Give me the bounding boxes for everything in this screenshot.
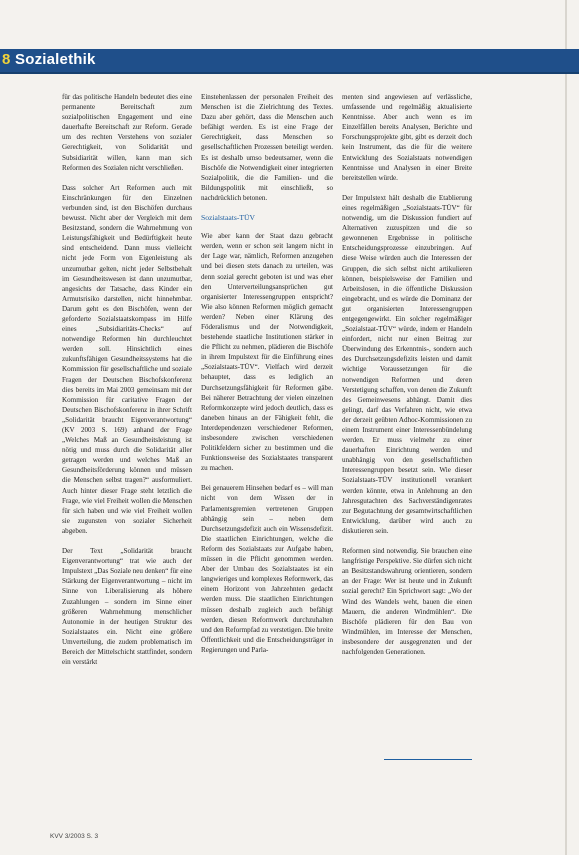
paragraph: Reformen sind notwendig. Sie brauchen eine langfristige Perspektive. Sie dürfen sich nicht an Besitzstandswahrung orientieren, sondern an der Frage: Wer ist heute und in Zukunft sozial gerecht? Ein Sprichwort sagt: „Wo der Wind des Wandels weht, bauen die einen Mauern, die anderen Windmühlen“. Die Bischöfe plädieren für den Bau von Windmühlen, im Interesse der Menschen, insbesondere der ausgegrenzten und der nachfolgenden Generationen. [342, 547, 472, 656]
paragraph: Wie aber kann der Staat dazu gebracht werden, wenn er schon seit langem nicht in der Lage war, nämlich, Reformen anzugehen und bei diesen stets danach zu urteilen, was denn sozial gerecht geboten ist und was eher den Unterverteilungsansprüchen gut organisierter Interessengruppen entspricht? Wie also können Reformen möglich gemacht werden? Neben einer Klärung des Föderalismus und der Notwendigkeit, bestehende staatliche Institutionen stärker in die Pflicht zu nehmen, plädieren die Bischöfe in ihrem Impulstext für die Einführung eines „Sozialstaats-TÜV“. Vielfach wird derzeit behauptet, dass es lediglich an Durchsetzungsfähigkeit für Reformen gäbe. Bei näherer Betrachtung der vielen einzelnen Reformkonzepte wird jedoch deutlich, dass es daneben hinaus an der Fähigkeit fehlt, die Interdependenzen verschiedener Reformen, insbesondere zwischen verschiedenen Politikfeldern sicher zu bestimmen und die Funktionsweise des Sozialstaates transparent zu machen. [201, 232, 333, 473]
section-header-bar [0, 49, 579, 74]
end-rule [384, 759, 472, 760]
paragraph: menten sind angewiesen auf verlässliche, umfassende und regelmäßig aktualisierte Kenntnisse. Aber auch wenn es im Einzelfällen bereits Analysen, Berichte und Forschungsprojekte gibt, gibt es derzeit doch kein Instrument, das die für die weitere Entwicklung des Sozialstaats notwendigen Kenntnisse und Analysen in einer Breite bereitstellen würde. [342, 93, 472, 182]
page-gutter-edge [565, 0, 567, 855]
paragraph: Einstehenlassen der personalen Freiheit des Menschen ist die Zielrichtung des Textes. Dazu aber gehört, dass die Menschen auch befähigt werden. Es ist eine Frage der Gerechtigkeit, dass Menschen so gesellschaftlichen Prozessen beteiligt werden. Es ist deshalb umso bedeutsamer, wenn die Bischöfe die Notwendigkeit einer integrierten Sozialpolitik, die die Familien- und die Bildungspolitik mit einschließt, so nachdrücklich betonen. [201, 93, 333, 202]
subheading: Sozialstaats-TÜV [201, 213, 255, 223]
section-title: Sozialethik [15, 51, 96, 68]
paragraph: Dass solcher Art Reformen auch mit Einschränkungen für den Einzelnen verbunden sind, ist den Bischöfen durchaus bewusst. Nicht aber der Vergleich mit dem Besitzstand, sondern die Wahrnehmung von Leistungsfähigkeit und Bedürftigkeit heute sind entscheidend. Dann muss vielleicht nicht jede Form von Eigenleistung als unzumutbar gelten, nicht jeder Selbstbehalt im Gesundheitswesen ist dann unzumutbar, angesichts der Tatsache, dass Kinder ein Armutsrisiko darstellen, nicht hinnehmbar. Darum geht es den Bischöfen, wenn der geforderte Sozialstaatskompass im Hilfe eines „Subsidiaritäts-Checks“ auf notwendige Reformen hin durchleuchtet werden soll. Hinsichtlich eines zukunftsfähigen Gesundheitssystems hat die Kommission für gesellschaftliche und soziale Fragen der Deutschen Bischofskonferenz dies bereits im Mai 2003 gemeinsam mit der Kommission für caritative Fragen der Deutschen Bischofskonferenz in ihrer Schrift „Solidarität braucht Eigenverantwortung“ (KV 2003 S. 169) anhand der Frage „Welches Maß an Gesundheitsleistung ist nötig und muss durch die Solidarität aller getragen werden und welches Maß an Gesundheitsförderung können und müssen die Menschen selbst tragen?“ ausformuliert. Auch hinter dieser Frage steht letztlich die Frage, wie viel Freiheit wollen die Menschen für sich haben und wie viel Freiheit wollen sie zugunsten von sozialer Sicherheit abgeben. [62, 183, 192, 535]
paragraph: Der Text „Solidarität braucht Eigenverantwortung“ trat wie auch der Impulstext „Das Soziale neu denken“ für eine Stärkung der Eigenverantwortung – nicht im Sinne von Liberalisierung als höhere Zuzahlungen – sondern im Sinne einer größeren Wahrnehmung menschlicher Autonomie in der heutigen Struktur des Sozialstaates ein. Nicht eine größere Umverteilung, die zudem problematisch im Bereich der Mittelschicht stattfindet, sondern ein verstärkt [62, 547, 193, 667]
text-column-1 [62, 92, 192, 677]
text-column-2 [201, 92, 333, 665]
paragraph: Bei genauerem Hinsehen bedarf es – will man nicht von dem Wissen der in Parlamentsgremien vertretenen Gruppen abhängig sein – neben dem Durchsetzungsdefizit auch ein Wissensdefizit. Die staatlichen Einrichtungen, welche die Reform des Sozialstaats zur Aufgabe haben, müssen in die Pflicht genommen werden. Aber der Umbau des Sozialstaates ist ein langwieriges und komplexes Reformwerk, das einem Horizont von Jahrzehnten gedacht werden muss. Die staatlichen Einrichtungen müssen deshalb zugleich auch befähigt werden, diesen Reformwerk durchzuhalten und den Reformpfad zu verstetigen. Die breite Öffentlichkeit und die Entscheidungsträger in Regierungen und Parla- [201, 484, 333, 654]
text-column-3 [342, 92, 472, 667]
page-footer: KVV 3/2003 S. 3 [50, 833, 99, 840]
paragraph: Der Impulstext hält deshalb die Etablierung eines regelmäßigen „Sozialstaats-TÜV“ für notwendig, um die Diskussion fundiert auf Alternativen zuzuspitzen und die so gewonnenen Ergebnisse in politische Entscheidungsprozesse einzubringen. Auf diese Weise würden auch die Interessen der Gruppen, die sich selbst nicht artikulieren können, beispielsweise der Familien und Arbeitslosen, in die öffentliche Diskussion eingebracht, und es würde die Dominanz der gut organisierten Interessengruppen entgegengewirkt. Ein solcher regelmäßiger „Sozialstaat-TÜV“ würde, indem er Handeln einfordert, nicht nur einen Beitrag zur Überwindung des Erkenntnis-, sondern auch des Durchsetzungsdefizits leisten und damit wichtige Voraussetzungen für die notwendigen Reformen und deren Verstetigung schaffen, von denen die Zukunft des Gemeinwesens abhängt. Damit dies gelingt, darf das Verfahren nicht, wie etwa der derzeit geübten Adhoc-Kommissionen zu einem Instrument einer Interessenbündelung werden. Er muss vielmehr zu einer dauerhaften Einrichtung werden und unabhängig von den gesellschaftlichen Interessengruppen besetzt sein. Wie dieser Sozialstaats-TÜV institutionell verankert werden könnte, etwa in Anlehnung an den Jahresgutachten des Sachverständigenrates zur Begutachtung der gesamtwirtschaftlichen Entwicklung, darüber wird auch zu diskutieren sein. [342, 193, 472, 535]
paragraph: für das politische Handeln bedeutet dies eine permanente Bereitschaft zum sozialpolitischen Engagement und eine dauerhafte Bereitschaft zur Reform. Gerade um des rechten Verstehens von sozialer Gerechtigkeit, von Solidarität und Subsidiarität willen, kann man sich Reformen des Sozialen nicht verschließen. [62, 93, 192, 172]
section-number: 8 [2, 51, 11, 68]
